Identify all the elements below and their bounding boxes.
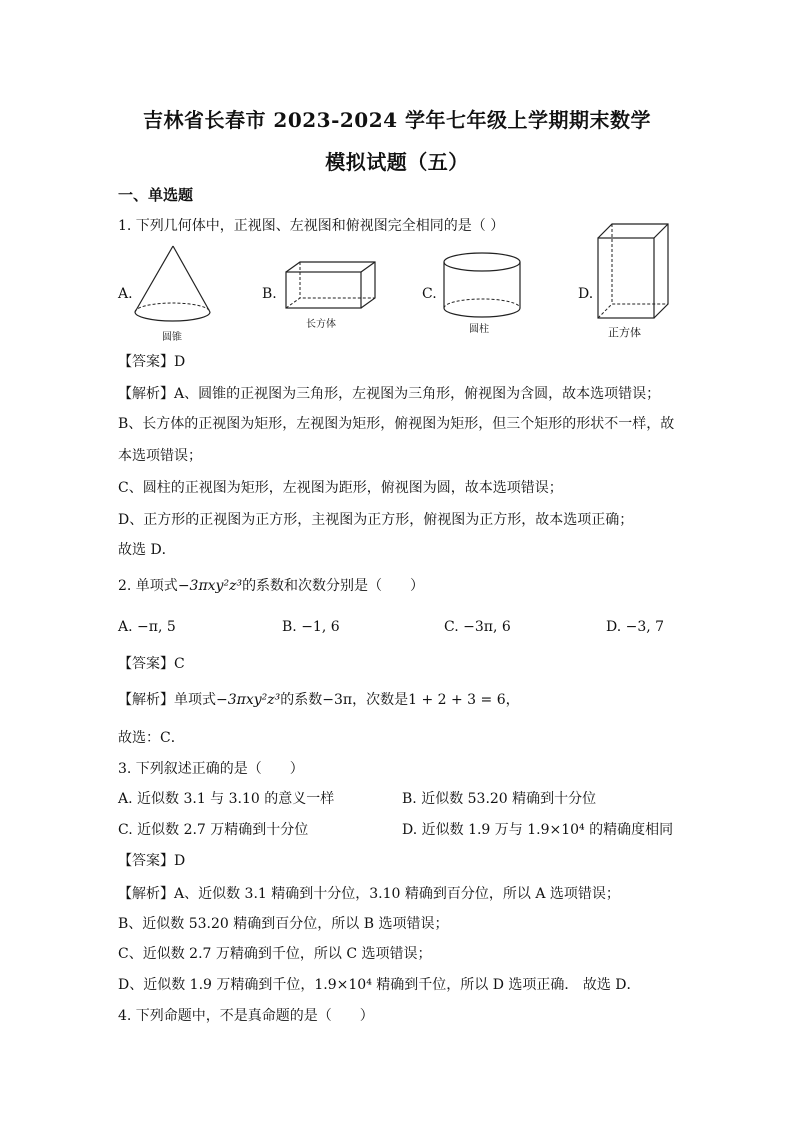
q3-analysis-line: D、近似数 1.9 万精确到千位，1.9×10⁴ 精确到千位，所以 D 选项正确． 故选 D． — [118, 977, 641, 993]
cone-figure — [130, 240, 220, 330]
q1-analysis-line: C、圆柱的正视图为矩形，左视图为距形，俯视图为圆，故本选项错误； — [118, 480, 563, 496]
cube-figure — [596, 222, 676, 322]
q1-option-d-letter: D. — [578, 286, 594, 302]
q2-analysis-mid: 的系数 — [280, 692, 323, 708]
q2-analysis-expression: −3πxy²z³ — [216, 692, 281, 708]
cube-caption: 正方体 — [608, 326, 641, 339]
q3-answer: 【答案】D — [118, 853, 186, 869]
q1-analysis-line: B、长方体的正视图为矩形，左视图为矩形，俯视图为矩形，但三个矩形的形状不一样，故 — [118, 416, 675, 432]
q2-analysis-end: ， — [505, 692, 520, 708]
q3-option-d: D. 近似数 1.9 万与 1.9×10⁴ 的精确度相同 — [402, 822, 674, 838]
q2-stem-suffix: 的系数和次数分别是（ ） — [242, 578, 425, 594]
document-title-line1: 吉林省长春市 2023-2024 学年七年级上学期期末数学 — [142, 108, 652, 132]
q2-option-d: D. −3, 7 — [606, 619, 665, 635]
cylinder-figure — [440, 250, 530, 322]
cone-caption: 圆锥 — [162, 332, 182, 343]
q3-option-b: B. 近似数 53.20 精确到十分位 — [402, 791, 597, 807]
q1-analysis-line: 本选项错误； — [118, 448, 202, 464]
q2-conclusion: 故选：C． — [118, 730, 185, 746]
q1-answer: 【答案】D — [118, 354, 186, 370]
q2-answer: 【答案】C — [118, 656, 185, 672]
section-heading: 一、单选题 — [118, 186, 194, 204]
question-3-stem: 3. 下列叙述正确的是（ ） — [118, 761, 304, 777]
q2-stem-prefix: 2. 单项式 — [118, 578, 178, 594]
q2-analysis-coefficient: −3π — [322, 692, 353, 708]
question-1-stem: 1. 下列几何体中，正视图、左视图和俯视图完全相同的是（ ） — [118, 218, 505, 234]
q3-analysis-line: 【解析】A、近似数 3.1 精确到十分位，3.10 精确到百分位，所以 A 选项错误； — [118, 886, 620, 902]
q1-analysis-line: 【解析】A、圆锥的正视图为三角形，左视图为三角形，俯视图为含圆，故本选项错误； — [118, 386, 661, 402]
q2-option-b: B. −1, 6 — [282, 619, 340, 635]
q2-analysis-prefix: 【解析】单项式 — [118, 692, 216, 708]
q1-option-a-letter: A. — [118, 286, 133, 302]
cuboid-caption: 长方体 — [306, 319, 336, 330]
question-2-stem — [118, 576, 688, 596]
q1-option-c-letter: C. — [422, 286, 437, 302]
q1-analysis-line: D、正方形的正视图为正方形，主视图为正方形，俯视图为正方形，故本选项正确； — [118, 512, 634, 528]
document-title-line2: 模拟试题（五） — [325, 150, 469, 174]
q2-stem-expression: −3πxy²z³ — [177, 578, 243, 594]
q2-analysis — [118, 690, 688, 710]
q3-analysis-line: B、近似数 53.20 精确到百分位，所以 B 选项错误； — [118, 916, 449, 932]
cylinder-caption: 圆柱 — [469, 324, 489, 335]
q2-analysis-sum: 1 + 2 + 3 = 6 — [408, 692, 506, 708]
q3-option-a: A. 近似数 3.1 与 3.10 的意义一样 — [118, 791, 335, 807]
q3-option-c: C. 近似数 2.7 万精确到十分位 — [118, 822, 309, 838]
q2-option-c: C. −3π, 6 — [444, 619, 511, 635]
cuboid-figure — [282, 258, 382, 318]
q2-analysis-suffix: ，次数是 — [352, 692, 409, 708]
q1-analysis-line: 故选 D． — [118, 542, 176, 558]
question-4-stem: 4. 下列命题中，不是真命题的是（ ） — [118, 1008, 374, 1024]
q3-analysis-line: C、近似数 2.7 万精确到千位，所以 C 选项错误； — [118, 946, 432, 962]
q2-option-a: A. −π, 5 — [118, 619, 176, 635]
q1-option-b-letter: B. — [262, 286, 277, 302]
